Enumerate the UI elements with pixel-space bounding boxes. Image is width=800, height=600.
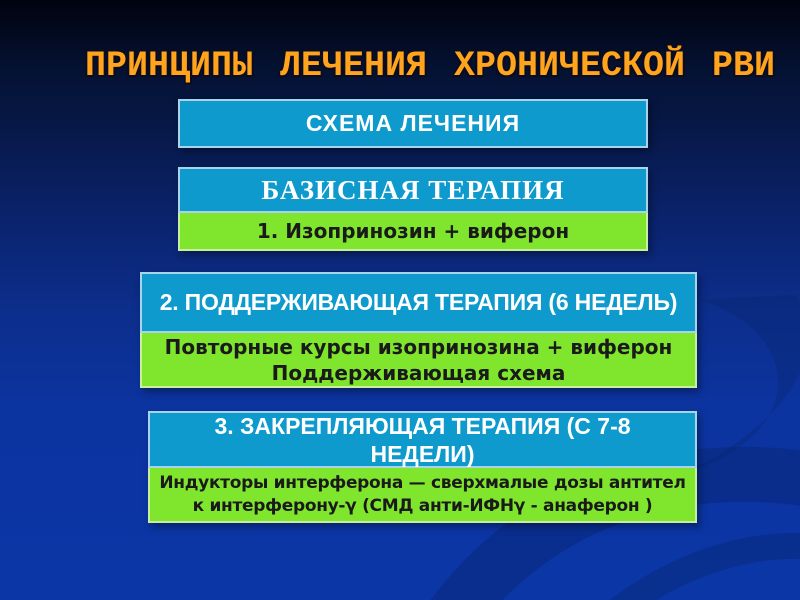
basic-therapy-body	[178, 213, 648, 251]
scheme-box-header	[178, 99, 648, 148]
consolidating-therapy-header-line: 3. ЗАКРЕПЛЯЮЩАЯ ТЕРАПИЯ (С 7-8	[214, 412, 631, 439]
consolidating-therapy-header	[148, 411, 697, 468]
scheme-box-header-text: СХЕМА ЛЕЧЕНИЯ	[305, 110, 521, 136]
basic-therapy-body-line: 1. Изопринозин + виферон	[256, 219, 570, 243]
maintenance-therapy-header-text: 2. ПОДДЕРЖИВАЮЩАЯ ТЕРАПИЯ (6 НЕДЕЛЬ)	[159, 289, 678, 315]
basic-therapy-header	[178, 167, 648, 213]
consolidating-therapy-body-line: Индукторы интерферона — сверхмалые дозы антител	[159, 472, 686, 493]
slide-title: ПРИНЦИПЫ ЛЕЧЕНИЯ ХРОНИЧЕСКОЙ РВИ	[84, 46, 776, 86]
maintenance-therapy-body	[140, 333, 697, 388]
consolidating-therapy-header-line: НЕДЕЛИ)	[370, 440, 475, 467]
scheme-box	[178, 99, 648, 148]
consolidating-therapy-box	[148, 411, 697, 523]
maintenance-therapy-body-line: Поддерживающая схема	[271, 360, 566, 385]
consolidating-therapy-body-line: к интерферону-γ (СМД анти-ИФНγ - анаферон )	[192, 495, 653, 516]
maintenance-therapy-body-line: Повторные курсы изопринозина + виферон	[164, 334, 673, 359]
maintenance-therapy-header	[140, 272, 697, 333]
basic-therapy-header-text: БАЗИСНАЯ ТЕРАПИЯ	[261, 174, 565, 205]
consolidating-therapy-body	[148, 468, 697, 523]
maintenance-therapy-box	[140, 272, 697, 388]
basic-therapy-box	[178, 167, 648, 251]
